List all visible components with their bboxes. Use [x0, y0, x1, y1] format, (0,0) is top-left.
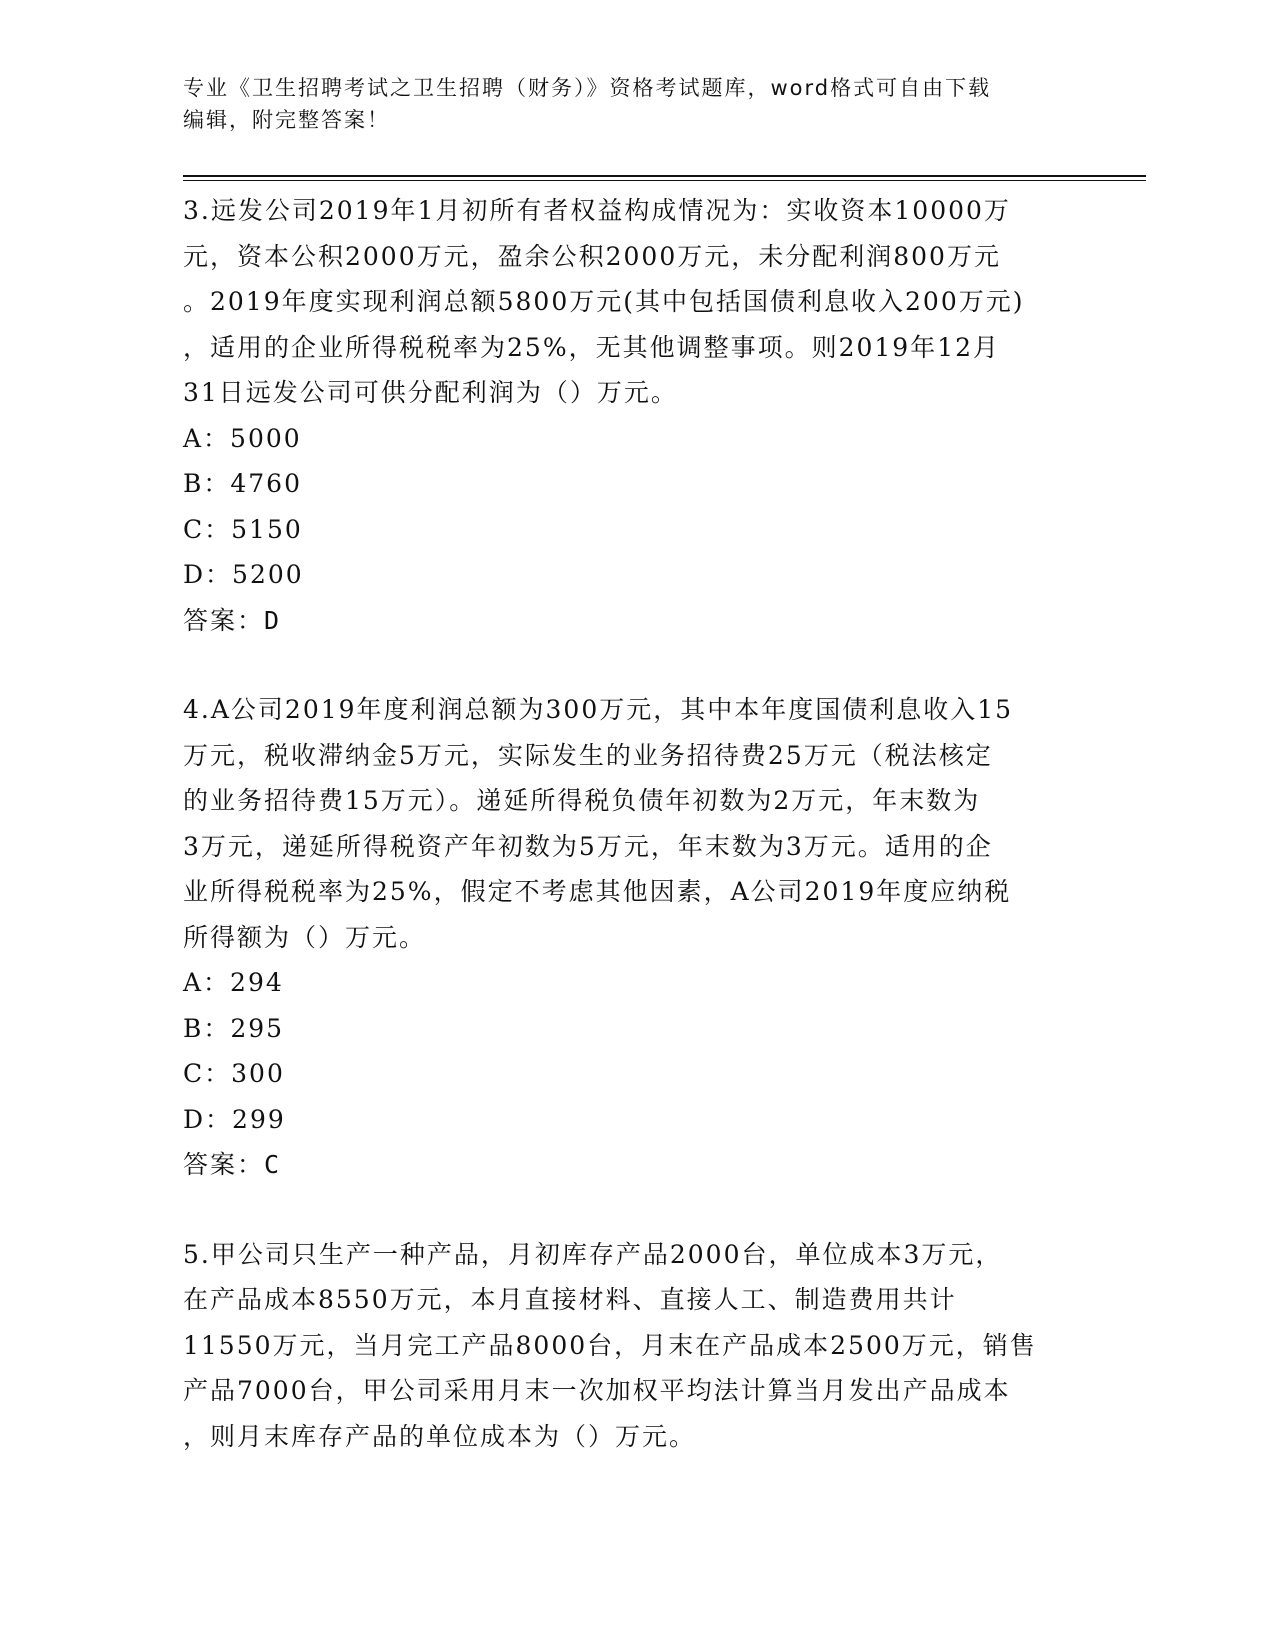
- question-3-text: [183, 188, 1083, 416]
- answer-label: 答案：: [183, 605, 265, 635]
- answer-label: 答案：: [183, 1150, 265, 1179]
- header-line-1: 专业《卫生招聘考试之卫生招聘（财务）》资格考试题库，word格式可自由下载: [183, 76, 992, 100]
- option-c: C：300: [183, 1059, 285, 1088]
- question-list: [183, 188, 1083, 1459]
- question-spacer: [183, 643, 1083, 687]
- question-4: [183, 687, 1083, 1188]
- question-text-line: 11550万元，当月完工产品8000台，月末在产品成本2500万元，销售: [183, 1330, 1037, 1360]
- option-d: D：299: [183, 1104, 286, 1134]
- question-text-line: 4.A公司2019年度利润总额为300万元，其中本年度国债利息收入15: [183, 695, 1014, 724]
- question-text-line: ，适用的企业所得税税率为25%，无其他调整事项。则2019年12月: [183, 332, 1001, 362]
- header-line-2: 编辑，附完整答案！: [183, 108, 390, 132]
- option-c: C：5150: [183, 514, 303, 544]
- question-text-line: ，则月末库存产品的单位成本为（）万元。: [183, 1421, 697, 1451]
- question-text-line: 产品7000台，甲公司采用月末一次加权平均法计算当月发出产品成本: [183, 1376, 1011, 1405]
- option-a: A：294: [183, 968, 284, 997]
- option-a: A：5000: [183, 423, 302, 453]
- question-5-text: [183, 1232, 1083, 1460]
- question-text-line: 3.远发公司2019年1月初所有者权益构成情况为：实收资本10000万: [183, 196, 1011, 225]
- answer-line: [183, 1142, 1083, 1188]
- header-divider-thick: [183, 175, 1146, 177]
- option-b: B：4760: [183, 469, 302, 498]
- question-text-line: 元，资本公积2000万元，盈余公积2000万元，未分配利润800万元: [183, 241, 1001, 271]
- question-text-line: 31日远发公司可供分配利润为（）万元。: [183, 378, 678, 407]
- question-3: [183, 188, 1083, 643]
- question-text-line: 万元，税收滞纳金5万元，实际发生的业务招待费25万元（税法核定: [183, 740, 993, 770]
- question-text-line: 。2019年度实现利润总额5800万元(其中包括国债利息收入200万元): [183, 287, 1025, 316]
- question-text-line: 所得额为（）万元。: [183, 922, 427, 952]
- question-text-line: 在产品成本8550万元，本月直接材料、直接人工、制造费用共计: [183, 1285, 957, 1314]
- document-header: [183, 72, 1073, 136]
- question-text-line: 业所得税税率为25%，假定不考虑其他因素，A公司2019年度应纳税: [183, 877, 1012, 906]
- answer-value: D: [264, 605, 282, 635]
- answer-line: [183, 598, 1083, 644]
- question-text-line: 的业务招待费15万元）。递延所得税负债年初数为2万元，年末数为: [183, 786, 981, 815]
- question-5: [183, 1232, 1083, 1460]
- question-spacer: [183, 1188, 1083, 1232]
- option-d: D：5200: [183, 560, 304, 589]
- option-b: B：295: [183, 1013, 285, 1043]
- question-4-text: [183, 687, 1083, 960]
- header-divider-thin: [183, 180, 1146, 181]
- answer-value: C: [264, 1150, 282, 1179]
- question-text-line: 5.甲公司只生产一种产品，月初库存产品2000台，单位成本3万元，: [183, 1239, 1003, 1269]
- question-text-line: 3万元，递延所得税资产年初数为5万元，年末数为3万元。适用的企: [183, 831, 993, 861]
